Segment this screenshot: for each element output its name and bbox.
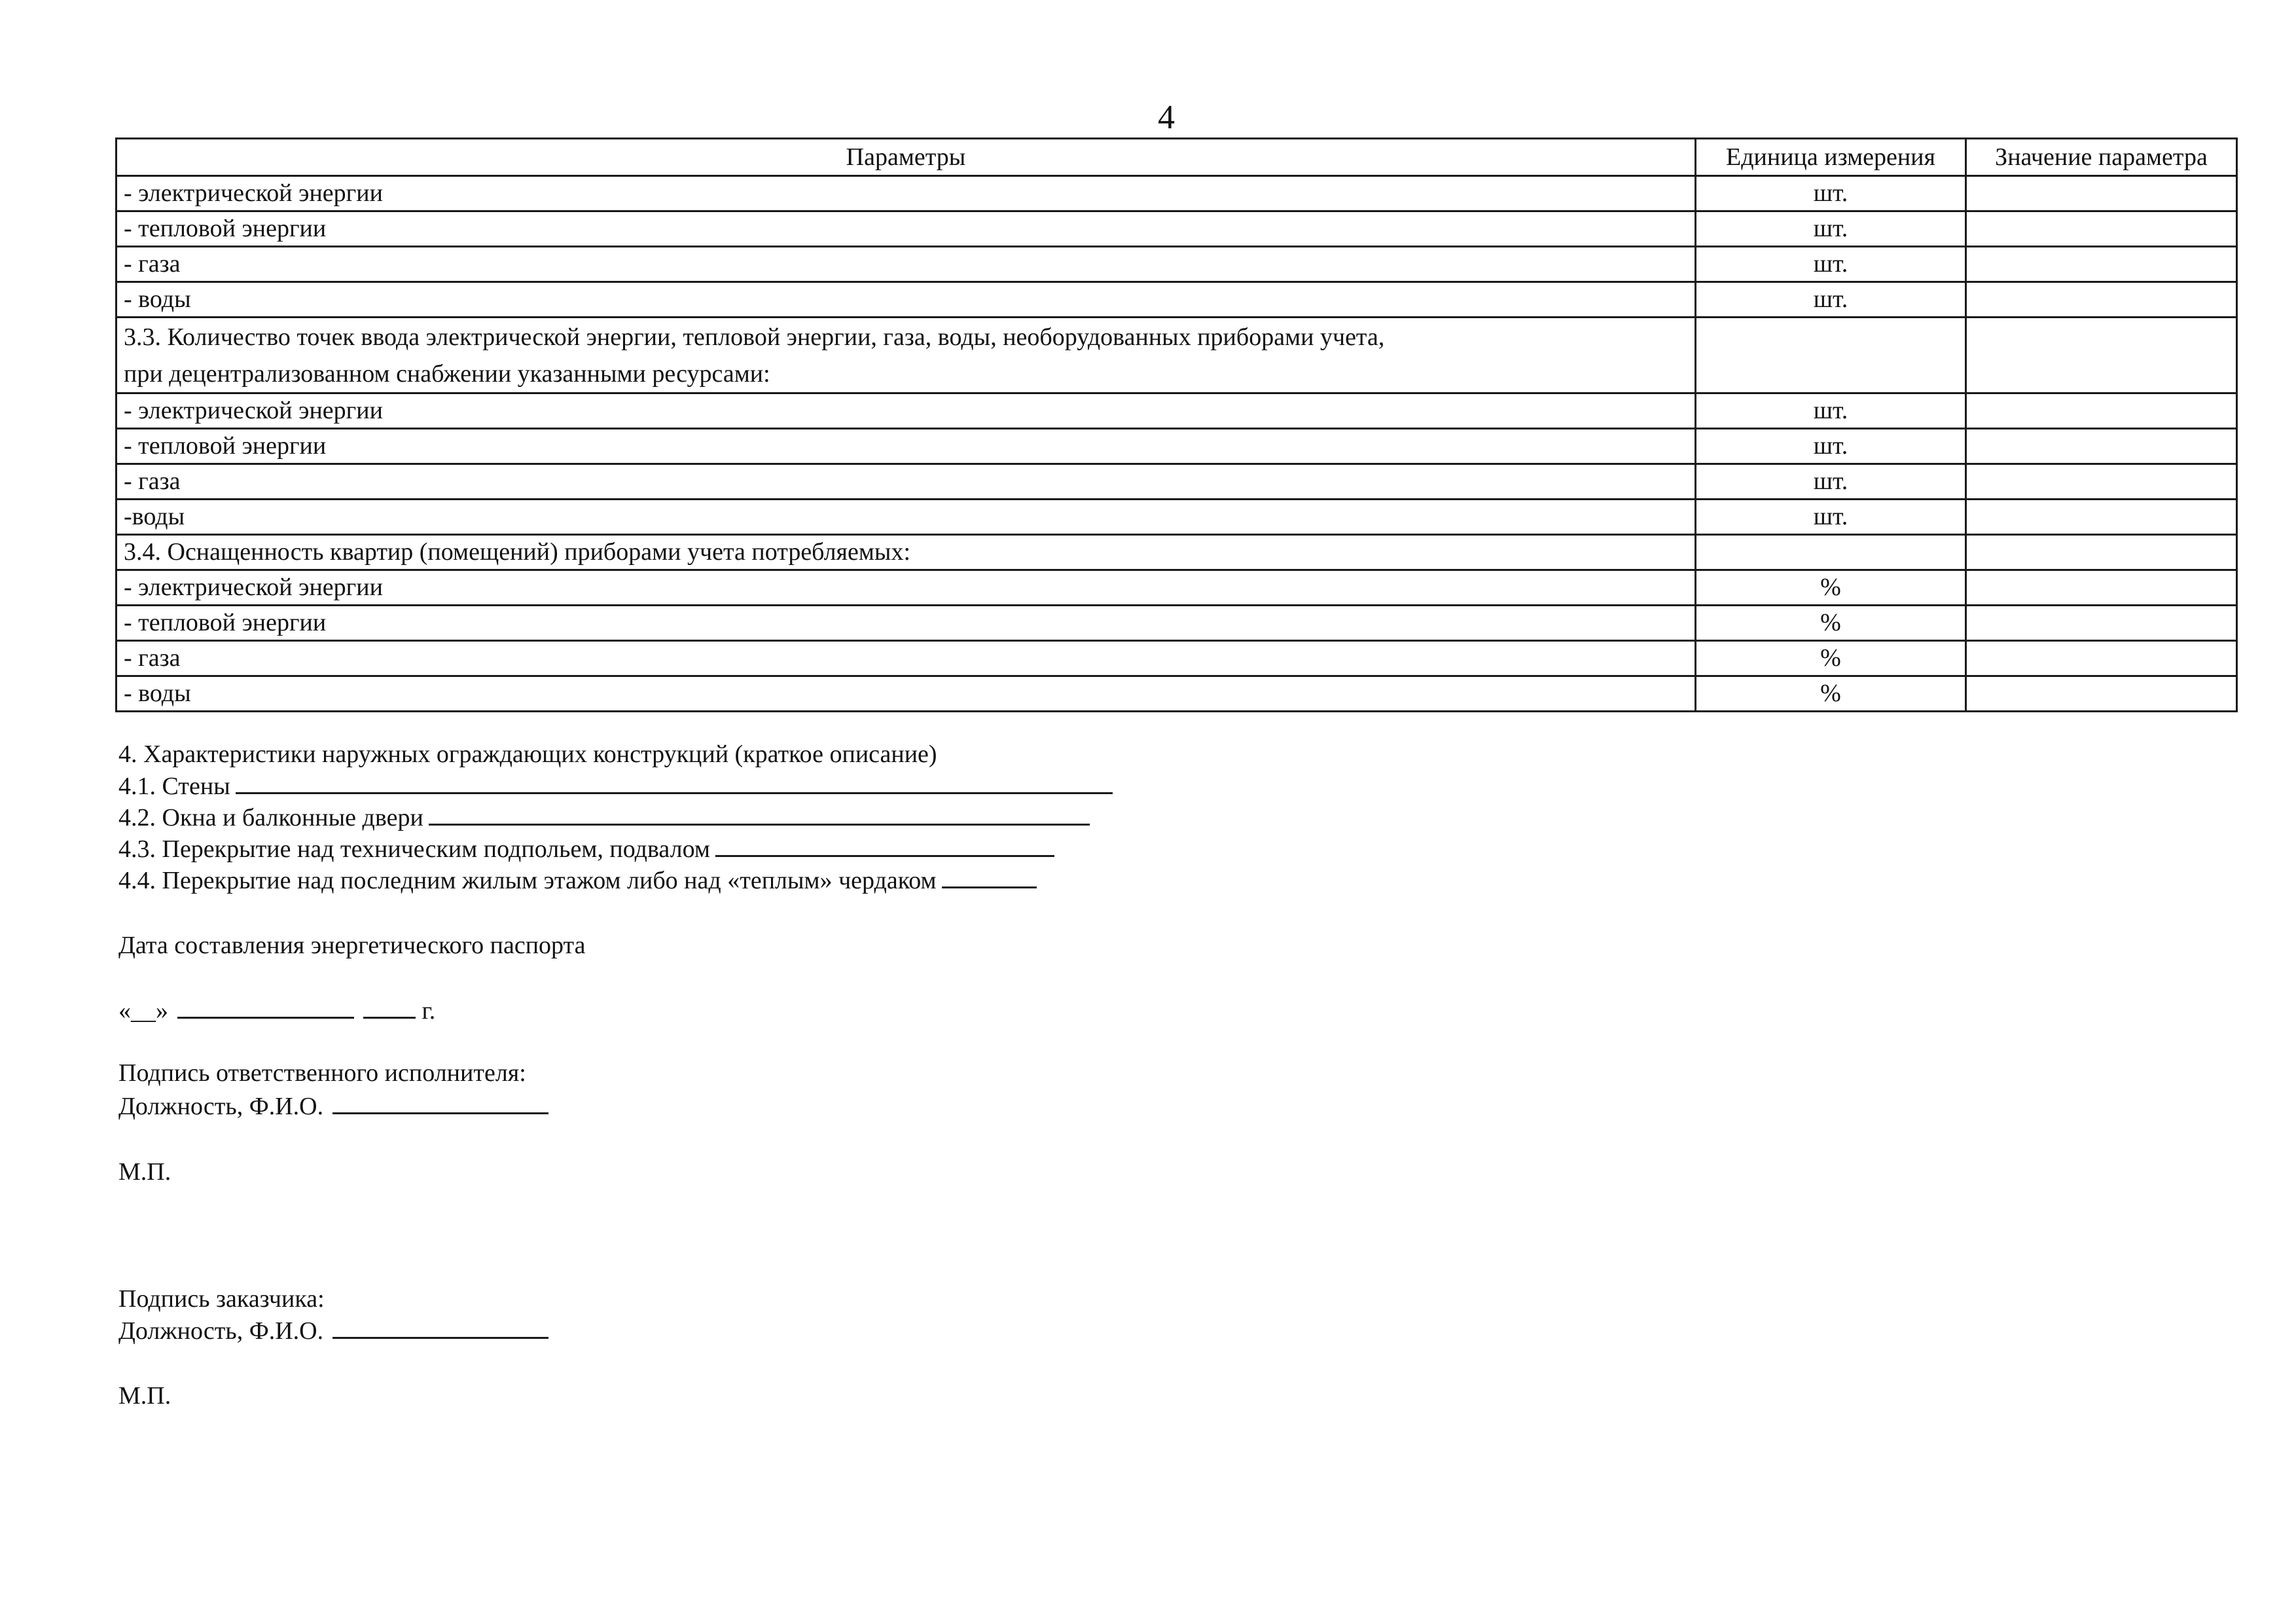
row-value[interactable] (1966, 641, 2237, 676)
header-unit: Единица измерения (1696, 139, 1966, 176)
section-3-3-line-1: 3.3. Количество точек ввода электрической энергии, тепловой энергии, газа, воды, необорудованных приборами учета, (124, 323, 1385, 351)
table-header-row (117, 139, 2237, 176)
header-value: Значение параметра (1966, 139, 2237, 176)
executor-position-field[interactable] (332, 1090, 548, 1114)
row-unit: шт. (1696, 464, 1966, 500)
date-year-suffix: г. (422, 997, 436, 1025)
row-unit: шт. (1696, 211, 1966, 247)
row-param: - тепловой энергии (117, 211, 1696, 247)
table-row (117, 676, 2237, 712)
row-unit: % (1696, 676, 1966, 712)
top-floor-label: 4.4. Перекрытие над последним жилым этажом либо над «теплым» чердаком (118, 867, 937, 894)
customer-position-label: Должность, Ф.И.О. (118, 1317, 324, 1345)
date-day[interactable]: «__» (118, 997, 168, 1025)
customer-label: Подпись заказчика: (118, 1285, 325, 1313)
table-row (117, 500, 2237, 535)
customer-position-line (118, 1314, 548, 1348)
row-value[interactable] (1966, 464, 2237, 500)
row-unit: шт. (1696, 282, 1966, 318)
row-param: - газа (117, 464, 1696, 500)
walls-label: 4.1. Стены (118, 773, 230, 800)
row-unit: шт. (1696, 500, 1966, 535)
walls-field[interactable] (236, 770, 1113, 794)
table-row (117, 247, 2237, 282)
table-row (117, 393, 2237, 429)
date-label: Дата составления энергетического паспорта (118, 932, 586, 959)
row-unit: % (1696, 606, 1966, 641)
executor-position-label: Должность, Ф.И.О. (118, 1093, 324, 1120)
row-value[interactable] (1966, 570, 2237, 606)
row-value[interactable] (1966, 676, 2237, 712)
table-row (117, 606, 2237, 641)
row-param: - воды (117, 676, 1696, 712)
header-parameters: Параметры (117, 139, 1696, 176)
row-unit: % (1696, 570, 1966, 606)
parameters-table (115, 137, 2238, 712)
date-line (118, 994, 435, 1028)
windows-field[interactable] (429, 801, 1090, 826)
row-param: - воды (117, 282, 1696, 318)
customer-seal: М.П. (118, 1382, 171, 1410)
row-unit: шт. (1696, 176, 1966, 211)
table-row (117, 176, 2237, 211)
section-3-3-heading (117, 318, 1696, 393)
row-unit (1696, 535, 1966, 570)
row-param: - тепловой энергии (117, 606, 1696, 641)
windows-line (118, 801, 1139, 833)
section-3-3-line-2: при децентрализованном снабжении указанными ресурсами: (124, 359, 770, 388)
row-unit: шт. (1696, 247, 1966, 282)
executor-seal: М.П. (118, 1158, 171, 1186)
row-unit: шт. (1696, 429, 1966, 464)
table-row (117, 464, 2237, 500)
table-row (117, 282, 2237, 318)
row-value[interactable] (1966, 282, 2237, 318)
basement-line (118, 833, 1139, 864)
table-row (117, 570, 2237, 606)
row-value[interactable] (1966, 176, 2237, 211)
row-param: - электрической энергии (117, 393, 1696, 429)
row-value[interactable] (1966, 606, 2237, 641)
executor-label: Подпись ответственного исполнителя: (118, 1059, 526, 1087)
basement-field[interactable] (715, 833, 1054, 857)
walls-line (118, 770, 1139, 801)
row-unit: шт. (1696, 393, 1966, 429)
row-value[interactable] (1966, 429, 2237, 464)
customer-position-field[interactable] (332, 1315, 548, 1339)
row-param: -воды (117, 500, 1696, 535)
top-floor-field[interactable] (942, 864, 1037, 888)
executor-position-line (118, 1089, 548, 1123)
row-param: - электрической энергии (117, 570, 1696, 606)
basement-label: 4.3. Перекрытие над техническим подпольем, подвалом (118, 835, 710, 863)
top-floor-line (118, 864, 1139, 896)
row-value[interactable] (1966, 535, 2237, 570)
row-param: - газа (117, 247, 1696, 282)
row-param: - электрической энергии (117, 176, 1696, 211)
row-value[interactable] (1966, 500, 2237, 535)
table-row (117, 641, 2237, 676)
table-row-section-3-3 (117, 318, 2237, 393)
page-number: 4 (1158, 99, 1175, 136)
table-row-section-3-4 (117, 535, 2237, 570)
row-value[interactable] (1966, 318, 2237, 393)
row-value[interactable] (1966, 211, 2237, 247)
section-4 (118, 739, 1139, 896)
windows-label: 4.2. Окна и балконные двери (118, 804, 423, 831)
row-value[interactable] (1966, 247, 2237, 282)
date-month-field[interactable] (177, 994, 354, 1019)
row-param: - газа (117, 641, 1696, 676)
date-year-field[interactable] (363, 994, 416, 1019)
table-row (117, 211, 2237, 247)
row-unit: % (1696, 641, 1966, 676)
section-4-title: 4. Характеристики наружных ограждающих конструкций (краткое описание) (118, 740, 937, 768)
row-param: - тепловой энергии (117, 429, 1696, 464)
row-unit (1696, 318, 1966, 393)
table-row (117, 429, 2237, 464)
section-3-4-heading: 3.4. Оснащенность квартир (помещений) приборами учета потребляемых: (117, 535, 1696, 570)
row-value[interactable] (1966, 393, 2237, 429)
